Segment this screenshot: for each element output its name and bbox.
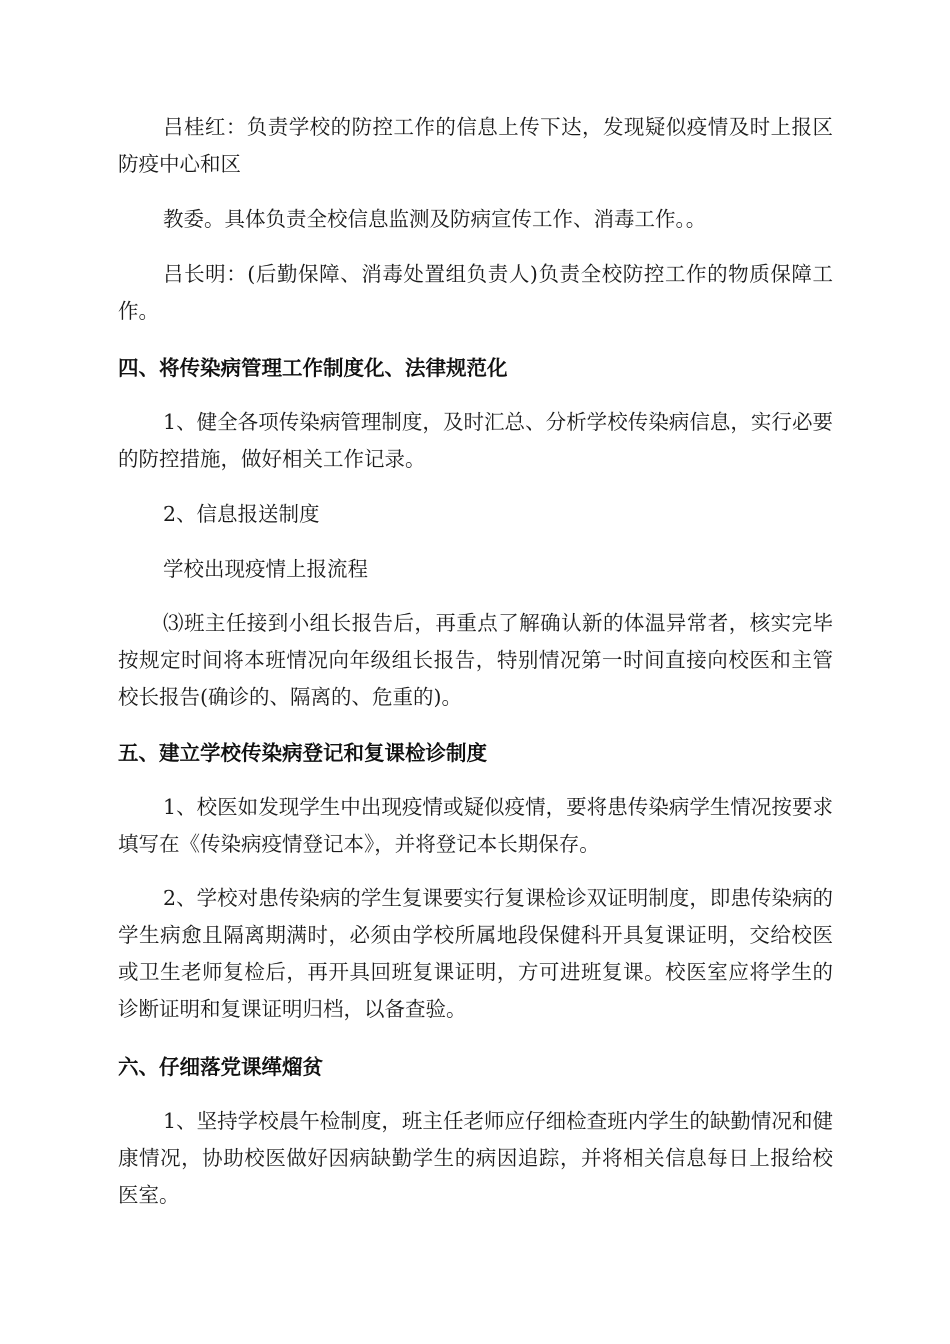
paragraph-education-committee: 教委。具体负责全校信息监测及防病宣传工作、消毒工作。。 [163,207,707,231]
paragraph-reporting-system: 2、信息报送制度 [163,502,320,526]
section-heading-5: 五、建立学校传染病登记和复课检诊制度 [118,741,487,765]
paragraph-lv-changming: 吕长明：(后勤保障、消毒处置组负责人)负责全校防控工作的物质保障工作。 [118,262,833,323]
paragraph-morning-check: 1、坚持学校晨午检制度，班主任老师应仔细检查班内学生的缺勤情况和健康情况，协助校医做好因病缺勤学生的病因追踪，并将相关信息每日上报给校医室。 [118,1109,833,1207]
paragraph-class-teacher-report: ⑶班主任接到小组长报告后，再重点了解确认新的体温异常者，核实完毕按规定时间将本班情况向年级组长报告，特别情况第一时间直接向校医和主管校长报告(确诊的、隔离的、危重的)。 [118,611,833,709]
paragraph-doctor-registration: 1、校医如发现学生中出现疫情或疑似疫情，要将患传染病学生情况按要求填写在《传染病疫情登记本》，并将登记本长期保存。 [118,795,833,856]
paragraph-management-system: 1、健全各项传染病管理制度，及时汇总、分析学校传染病信息，实行必要的防控措施，做好相关工作记录。 [118,410,833,471]
paragraph-return-certificate: 2、学校对患传染病的学生复课要实行复课检诊双证明制度，即患传染病的学生病愈且隔离期满时，必须由学校所属地段保健科开具复课证明，交给校医或卫生老师复检后，再开具回班复课证明，方可进班复课。校医室应将学生的诊断证明和复课证明归档，以备查验。 [118,886,833,1021]
section-heading-6: 六、仔细落党课缂熘贫 [118,1055,323,1079]
paragraph-reporting-flow: 学校出现疫情上报流程 [163,557,368,581]
paragraph-lv-guihong: 吕桂红：负责学校的防控工作的信息上传下达，发现疑似疫情及时上报区防疫中心和区 [118,115,833,176]
section-heading-4: 四、将传染病管理工作制度化、法律规范化 [118,356,508,380]
